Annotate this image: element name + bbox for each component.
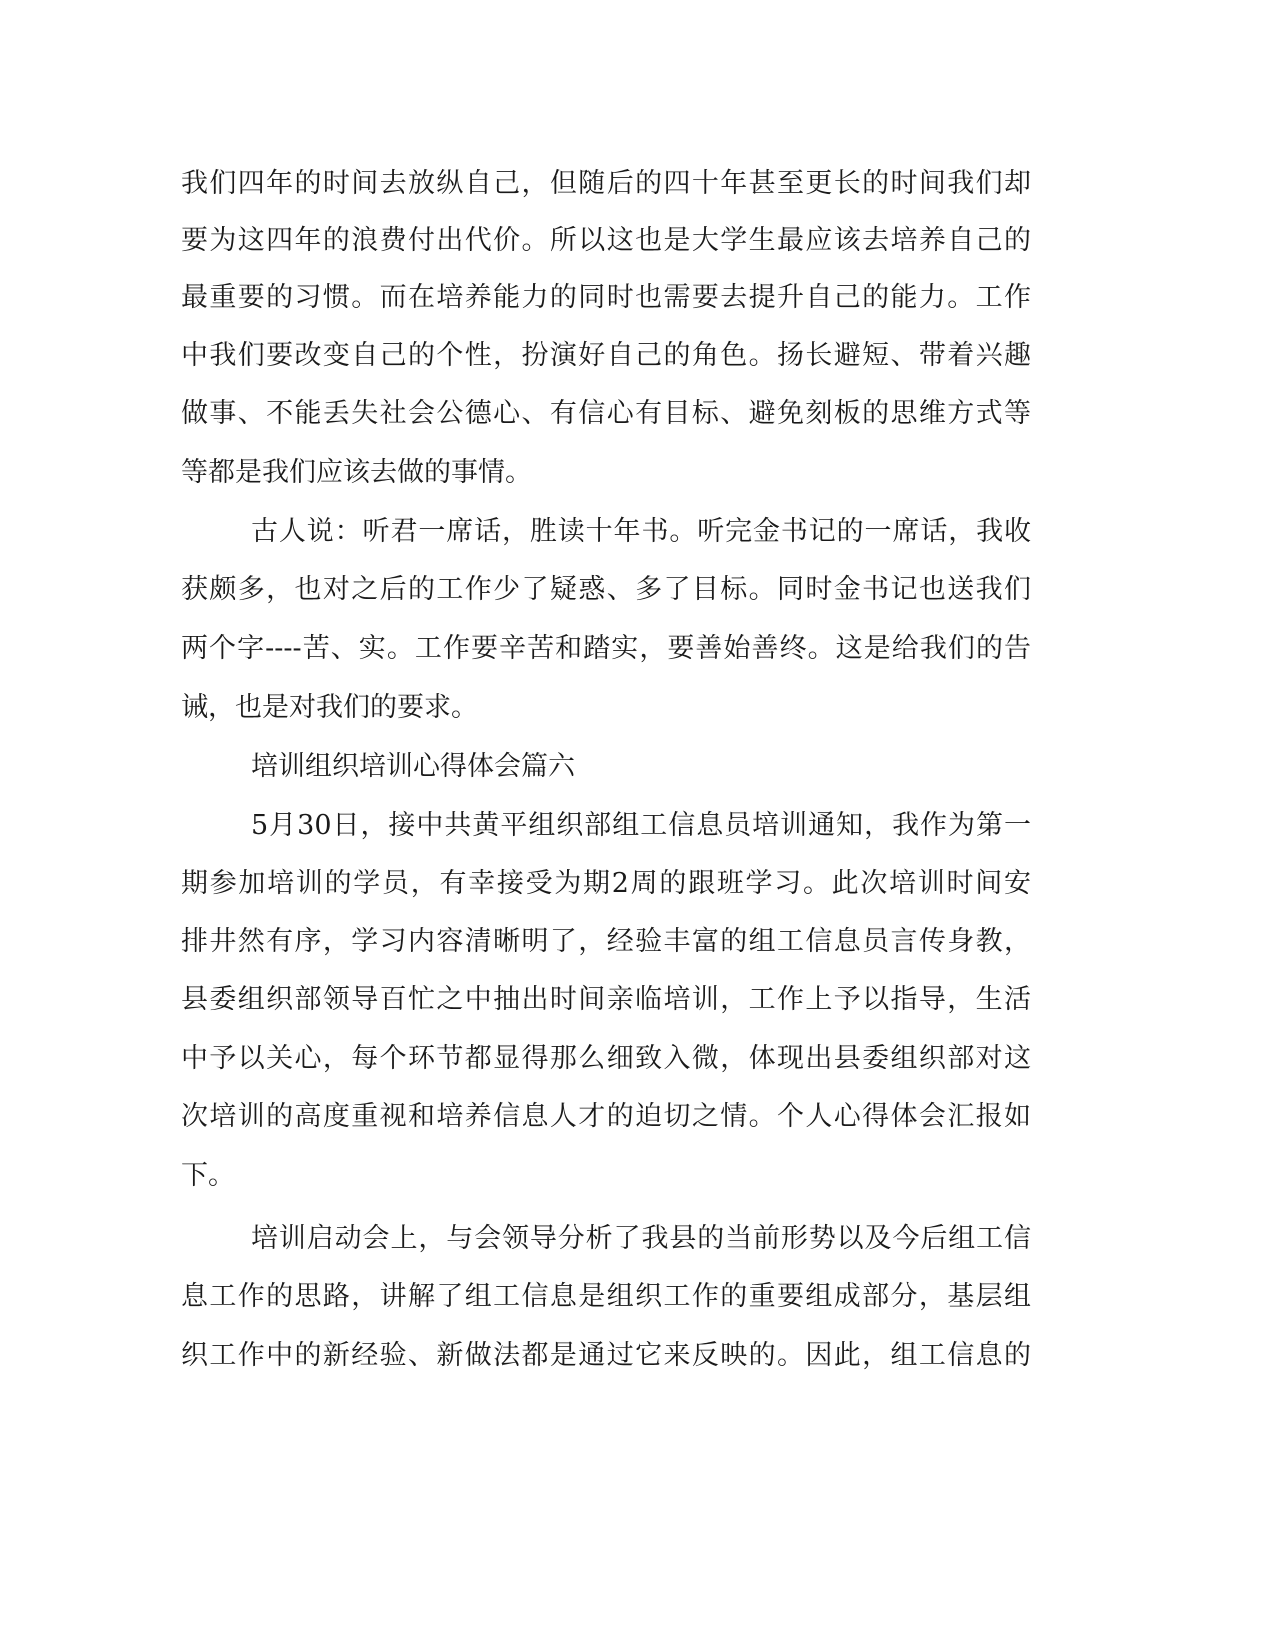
- paragraph-first-line: 5月30日，接中共黄平组织部组工信息员培训通知，我作为第一: [251, 810, 1031, 841]
- text-line: 县委组织部领导百忙之中抽出时间亲临培训，工作上予以指导，生活: [181, 984, 1031, 1015]
- text-line: 等都是我们应该去做的事情。: [181, 457, 532, 488]
- section-heading: 培训组织培训心得体会篇六: [251, 751, 575, 782]
- text-line: 我们四年的时间去放纵自己，但随后的四十年甚至更长的时间我们却: [181, 168, 1031, 199]
- text-line: 最重要的习惯。而在培养能力的同时也需要去提升自己的能力。工作: [181, 282, 1031, 313]
- text-line: 次培训的高度重视和培养信息人才的迫切之情。个人心得体会汇报如: [181, 1101, 1031, 1132]
- text-line: 中予以关心，每个环节都显得那么细致入微，体现出县委组织部对这: [181, 1043, 1031, 1074]
- paragraph-first-line: 古人说：听君一席话，胜读十年书。听完金书记的一席话，我收: [251, 516, 1031, 547]
- text-line: 下。: [181, 1160, 235, 1191]
- text-line: 做事、不能丢失社会公德心、有信心有目标、避免刻板的思维方式等: [181, 398, 1031, 429]
- text-line: 织工作中的新经验、新做法都是通过它来反映的。因此，组工信息的: [181, 1340, 1031, 1371]
- text-line: 两个字----苦、实。工作要辛苦和踏实，要善始善终。这是给我们的告: [181, 633, 1031, 664]
- text-line: 要为这四年的浪费付出代价。所以这也是大学生最应该去培养自己的: [181, 225, 1031, 256]
- text-line: 获颇多，也对之后的工作少了疑惑、多了目标。同时金书记也送我们: [181, 574, 1031, 605]
- text-line: 息工作的思路，讲解了组工信息是组织工作的重要组成部分，基层组: [181, 1281, 1031, 1312]
- text-line: 中我们要改变自己的个性，扮演好自己的角色。扬长避短、带着兴趣: [181, 340, 1031, 371]
- paragraph-first-line: 培训启动会上，与会领导分析了我县的当前形势以及今后组工信: [251, 1223, 1031, 1254]
- text-line: 排井然有序，学习内容清晰明了，经验丰富的组工信息员言传身教，: [181, 926, 1031, 957]
- text-line: 诫，也是对我们的要求。: [181, 692, 478, 723]
- text-line: 期参加培训的学员，有幸接受为期2周的跟班学习。此次培训时间安: [181, 868, 1031, 899]
